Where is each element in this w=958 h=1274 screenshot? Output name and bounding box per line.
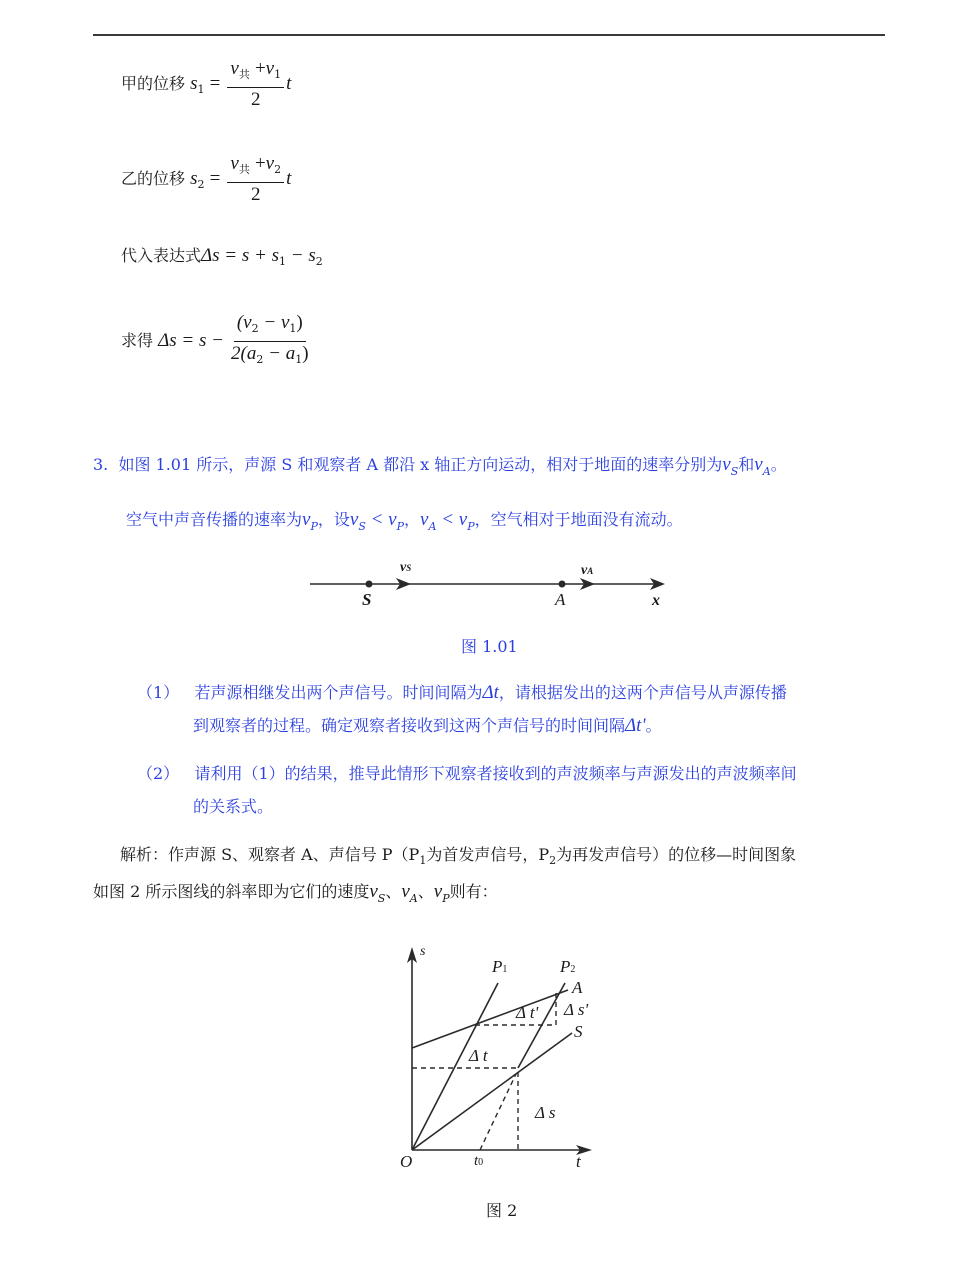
analysis-text: 为再发声信号）的位移—时间图象 (556, 845, 797, 864)
sub: 2 (549, 854, 557, 867)
var-s: s (190, 73, 198, 94)
label-vs: vS (400, 560, 412, 575)
term: − v (258, 312, 290, 333)
v: v (265, 58, 275, 79)
label-delta-t: Δ t (469, 1046, 488, 1065)
label: 代入表达式 (121, 246, 202, 265)
equals: = (209, 73, 221, 94)
sub: 共 (238, 68, 250, 81)
result-line (121, 312, 311, 371)
sub: S (358, 520, 366, 533)
question-text: 请利用（1）的结果，推导此情形下观察者接收到的声波频率与声源发出的声波频率间 (194, 764, 797, 783)
denominator (231, 342, 308, 371)
problem-3-line1 (93, 455, 787, 482)
numerator (234, 312, 306, 342)
v: v (265, 153, 275, 174)
problem-text: ，空气相对于地面没有流动。 (474, 510, 683, 529)
sub: P (442, 892, 450, 905)
problem-number: 3. (93, 455, 109, 474)
sep: 、 (417, 882, 434, 901)
displacement-yi (121, 153, 291, 206)
label-s: S (362, 590, 372, 609)
source-dot-icon (366, 581, 373, 588)
term: 2(a (231, 343, 257, 364)
label-delta-s-prime: Δ s' (564, 1000, 589, 1019)
expression: Δs = s − (158, 330, 224, 351)
sub: 1 (279, 255, 286, 268)
fraction (227, 58, 284, 111)
paren: ) (302, 343, 309, 364)
delta-t-prime: Δt' (625, 715, 646, 736)
header-rule (93, 34, 885, 36)
conj: 和 (738, 455, 755, 474)
problem-text: ，设 (317, 510, 350, 529)
question-1-line2 (193, 716, 662, 736)
substitution-line (121, 246, 323, 272)
displacement-jia (121, 58, 291, 111)
label-t0: t0 (474, 1153, 484, 1169)
question-text: 若声源相继发出两个声信号。时间间隔为 (194, 683, 483, 702)
sub: 1 (295, 353, 303, 366)
analysis-line2 (93, 882, 498, 909)
question-2-line1 (137, 764, 797, 784)
sub: A (409, 892, 418, 905)
label: 甲的位移 (121, 74, 186, 93)
var-t: t (286, 73, 292, 94)
analysis-line1 (120, 845, 796, 871)
v: v (349, 509, 359, 530)
sub: P (396, 520, 405, 533)
term: − a (263, 343, 296, 364)
v: v (754, 454, 763, 475)
sub: 1 (289, 322, 297, 335)
sub: 1 (274, 68, 282, 81)
label-delta-s: Δ s (535, 1103, 556, 1122)
sub: P (310, 520, 318, 533)
observer-dot-icon (559, 581, 566, 588)
sep: ， (404, 510, 421, 529)
sub: 共 (238, 163, 250, 176)
v: v (369, 881, 378, 902)
sub: 2 (256, 353, 264, 366)
problem-3-line2 (126, 510, 683, 537)
v: v (722, 454, 731, 475)
question-text: 到观察者的过程。确定观察者接收到这两个声信号的时间间隔 (193, 716, 626, 735)
expression: Δs = s + s (201, 245, 279, 266)
question-number: （2） (137, 764, 180, 783)
lt: < v (365, 509, 397, 530)
v: v (230, 153, 239, 174)
problem-text: 空气中声音传播的速率为 (126, 510, 303, 529)
figure-1-01 (300, 555, 680, 615)
sub: S (730, 465, 739, 478)
fraction (231, 312, 308, 371)
label-va: vA (581, 563, 594, 578)
sub: 2 (315, 255, 323, 268)
numerator (227, 153, 284, 183)
denominator: 2 (251, 89, 261, 110)
v: v (230, 58, 239, 79)
question-text: 的关系式。 (193, 797, 274, 816)
line-P2-extension (480, 1074, 516, 1150)
label: 求得 (121, 331, 154, 350)
label-P1: P1 (492, 957, 508, 976)
plus: + (254, 58, 266, 79)
label-a: A (555, 590, 566, 609)
paren: ) (296, 312, 303, 333)
label-delta-t-prime: Δ t' (516, 1003, 539, 1022)
label-t-axis: t (576, 1152, 581, 1171)
sub: 1 (197, 83, 205, 96)
sub: 2 (274, 163, 282, 176)
v: v (433, 881, 443, 902)
sub: S (377, 892, 386, 905)
analysis-text: 解析：作声源 S、观察者 A、声信号 P（P (120, 845, 420, 864)
analysis-text: 如图 2 所示图线的斜率即为它们的速度 (93, 882, 370, 901)
figure-1-caption: 图 1.01 (461, 637, 518, 656)
v: v (302, 509, 311, 530)
question-1-line1 (137, 683, 787, 703)
label-P2: P2 (560, 957, 576, 976)
sep: 、 (385, 882, 402, 901)
label-A: A (572, 978, 583, 997)
sub: 2 (251, 322, 259, 335)
sub: P (467, 520, 475, 533)
line-S (412, 1033, 572, 1150)
equals: = (209, 168, 221, 189)
label-origin: O (400, 1152, 413, 1171)
denominator: 2 (251, 184, 261, 205)
label-s-axis: s (420, 944, 426, 959)
v: v (401, 881, 410, 902)
label: 乙的位移 (121, 169, 186, 188)
problem-text: 如图 1.01 所示，声源 S 和观察者 A 都沿 x 轴正方向运动，相对于地面的速率分别为 (118, 455, 723, 474)
sub: A (428, 520, 437, 533)
analysis-text: 则有： (449, 882, 498, 901)
label-S: S (574, 1022, 583, 1041)
plus: + (254, 153, 266, 174)
label-x: x (652, 592, 660, 609)
analysis-text: 为首发声信号，P (426, 845, 550, 864)
numerator (227, 58, 284, 88)
sub: 2 (197, 178, 205, 191)
fraction (227, 153, 284, 206)
question-number: （1） (137, 683, 180, 702)
sub: A (762, 465, 771, 478)
var-t: t (286, 168, 292, 189)
lt: < v (436, 509, 468, 530)
question-2-line2 (193, 797, 273, 817)
sub: 1 (419, 854, 427, 867)
v: v (420, 509, 429, 530)
line-P1 (412, 983, 498, 1150)
term: (v (236, 312, 252, 333)
delta-t: Δt (482, 682, 499, 703)
question-text: 。 (645, 716, 662, 735)
period: 。 (770, 455, 787, 474)
question-text: ，请根据发出的这两个声信号从声源传播 (498, 683, 787, 702)
var-s: s (190, 168, 198, 189)
expression: − s (286, 245, 316, 266)
figure-2-caption: 图 2 (486, 1201, 518, 1220)
